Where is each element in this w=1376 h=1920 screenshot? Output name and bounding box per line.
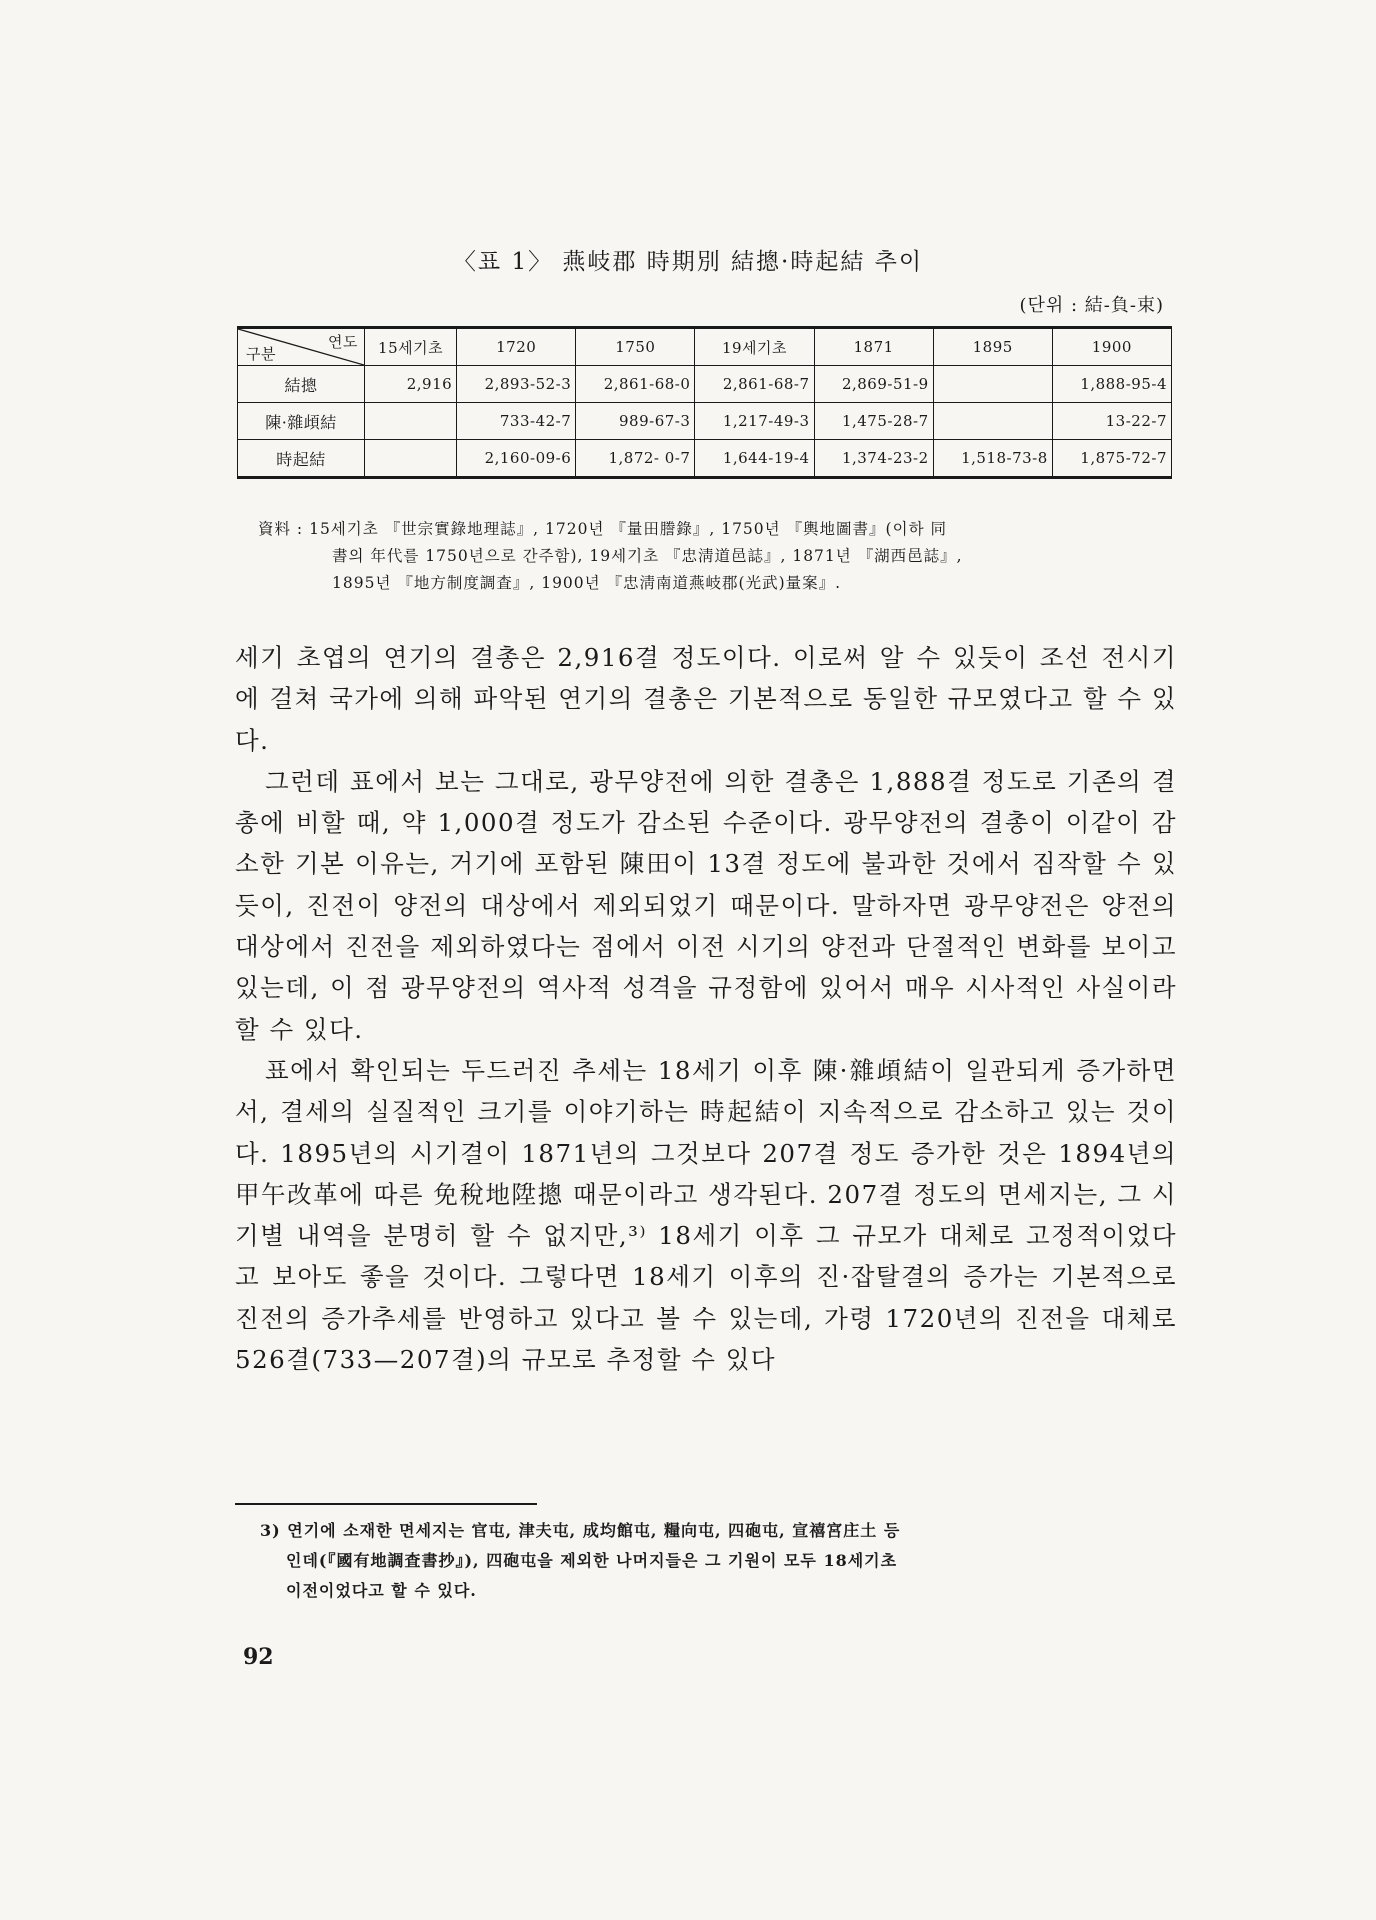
source-line: 資料 : 15세기초 『世宗實錄地理誌』, 1720년 『量田謄錄』, 1750년 『輿地圖書』(이하 同 [258,520,947,538]
table-cell: 1,518-73-8 [933,440,1052,478]
column-header: 1871 [814,328,933,366]
table-cell: 989-67-3 [576,403,695,440]
table-cell [365,440,457,478]
table-cell: 13-22-7 [1052,403,1171,440]
column-header: 1895 [933,328,1052,366]
row-header: 陳·雜頉結 [238,403,365,440]
table-cell: 2,861-68-7 [695,366,814,403]
footnote-line: 인데(『國有地調査書抄』), 四砲屯을 제외한 나머지들은 그 기원이 모두 18세기초 [286,1551,898,1570]
table-header-row [238,328,1172,366]
table-unit: (단위 : 結-負-束) [1019,295,1164,316]
table-row [238,403,1172,440]
data-table [237,326,1172,479]
table-cell: 1,374-23-2 [814,440,933,478]
corner-category-label: 구분 [246,345,276,363]
footnote [260,1516,1172,1606]
table-source-note [258,516,1174,597]
paragraph: 세기 초엽의 연기의 결총은 2,916결 정도이다. 이로써 알 수 있듯이 조선 전시기에 걸쳐 국가에 의해 파악된 연기의 결총은 기본적으로 동일한 규모였다고 할 수 있다. [235,643,1177,755]
paragraph: 그런데 표에서 보는 그대로, 광무양전에 의한 결총은 1,888결 정도로 기존의 결총에 비할 때, 약 1,000결 정도가 감소된 수준이다. 광무양전의 결총이 이같이 감소한 기본 이유는, 거기에 포함된 陳田이 13결 정도에 불과한 것에서 짐작할 수 있듯이, 진전이 양전의 대상에서 제외되었기 때문이다. 말하자면 광무양전은 양전의 대상에서 진전을 제외하였다는 점에서 이전 시기의 양전과 단절적인 변화를 보이고 있는데, 이 점 광무양전의 역사적 성격을 규정함에 있어서 매우 시사적인 사실이라 할 수 있다. [235,766,1177,1044]
source-line: 1895년 『地方制度調査』, 1900년 『忠淸南道燕岐郡(光武)量案』. [332,574,842,592]
table-cell: 2,861-68-0 [576,366,695,403]
column-header: 1720 [457,328,576,366]
footnote-divider [235,1503,537,1505]
table-cell: 1,888-95-4 [1052,366,1171,403]
page-number: 92 [243,1644,274,1670]
table-cell: 1,872- 0-7 [576,440,695,478]
table-cell: 2,869-51-9 [814,366,933,403]
table-row [238,440,1172,478]
table-cell [365,403,457,440]
table-cell: 733-42-7 [457,403,576,440]
table-corner-cell [238,328,365,366]
paragraph: 표에서 확인되는 두드러진 추세는 18세기 이후 陳·雜頉結이 일관되게 증가하면서, 결세의 실질적인 크기를 이야기하는 時起結이 지속적으로 감소하고 있는 것이다. 1895년의 시기결이 1871년의 그것보다 207결 정도 증가한 것은 1894년의 甲午改革에 따른 免稅地陞摠 때문이라고 생각된다. 207결 정도의 면세지는, 그 시기별 내역을 분명히 할 수 없지만,³⁾ 18세기 이후 그 규모가 대체로 고정적이었다고 보아도 좋을 것이다. 그렇다면 18세기 이후의 진·잡탈결의 증가는 기본적으로 진전의 증가추세를 반영하고 있다고 볼 수 있는데, 가령 1720년의 진전을 대체로 526결(733—207결)의 규모로 추정할 수 있다 [235,1055,1177,1375]
table-row [238,366,1172,403]
table-cell: 2,893-52-3 [457,366,576,403]
footnote-line: 이전이었다고 할 수 있다. [286,1581,477,1600]
table-cell: 1,475-28-7 [814,403,933,440]
table-cell: 1,644-19-4 [695,440,814,478]
body-text [235,637,1177,1380]
column-header: 19세기초 [695,328,814,366]
row-header: 結摠 [238,366,365,403]
table-cell [933,403,1052,440]
table-cell: 2,916 [365,366,457,403]
table-cell: 2,160-09-6 [457,440,576,478]
table-caption: 〈표 1〉 燕岐郡 時期別 結摠·時起結 추이 [452,249,924,275]
row-header: 時起結 [238,440,365,478]
corner-year-label: 연도 [328,333,358,351]
column-header: 1750 [576,328,695,366]
table-cell [933,366,1052,403]
table-cell: 1,875-72-7 [1052,440,1171,478]
footnote-line: 3) 연기에 소재한 면세지는 官屯, 津夫屯, 成均館屯, 糧向屯, 四砲屯, 宣禧宮庄土 등 [260,1521,901,1540]
table-cell: 1,217-49-3 [695,403,814,440]
source-line: 書의 年代를 1750년으로 간주함), 19세기초 『忠淸道邑誌』, 1871년 『湖西邑誌』, [332,547,963,565]
column-header: 15세기초 [365,328,457,366]
column-header: 1900 [1052,328,1171,366]
